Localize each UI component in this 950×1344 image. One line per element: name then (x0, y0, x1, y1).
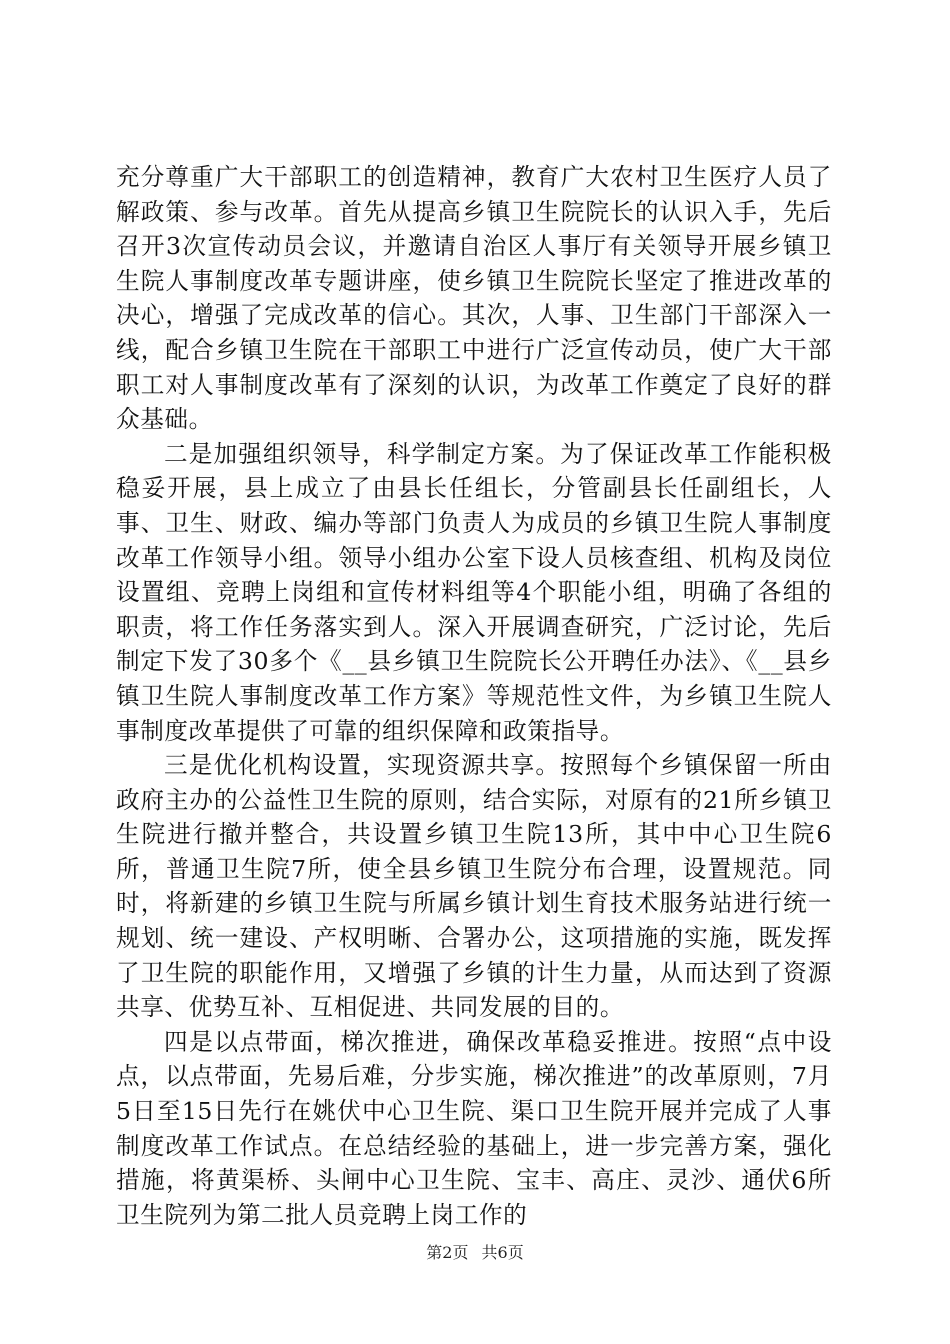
paragraph-continuation: 充分尊重广大干部职工的创造精神，教育广大农村卫生医疗人员了解政策、参与改革。首先从提高乡镇卫生院院长的认识入手，先后召开3次宣传动员会议，并邀请自治区人事厅有关领导开展乡镇卫生院人事制度改革专题讲座，使乡镇卫生院院长坚定了推进改革的决心，增强了完成改革的信心。其次，人事、卫生部门干部深入一线，配合乡镇卫生院在干部职工中进行广泛宣传动员，使广大干部职工对人事制度改革有了深刻的认识，为改革工作奠定了良好的群众基础。 (116, 163, 832, 434)
total-pages: 共6页 (481, 1243, 524, 1262)
document-body (116, 160, 832, 1232)
paragraph-pilot: 四是以点带面，梯次推进，确保改革稳妥推进。按照“点中设点，以点带面，先易后难，分步实施，梯次推进”的改革原则，7月5日至15日先行在姚伏中心卫生院、渠口卫生院开展并完成了人事制度改革工作试点。在总结经验的基础上，进一步完善方案，强化措施，将黄渠桥、头闸中心卫生院、宝丰、高庄、灵沙、通伏6所卫生院列为第二批人员竞聘上岗工作的 (116, 1027, 832, 1229)
page-number: 第2页 (426, 1243, 469, 1262)
page-footer (0, 1243, 950, 1263)
paragraph-organization: 二是加强组织领导，科学制定方案。为了保证改革工作能积极稳妥开展，县上成立了由县长任组长，分管副县长任副组长，人事、卫生、财政、编办等部门负责人为成员的乡镇卫生院人事制度改革工作领导小组。领导小组办公室下设人员核查组、机构及岗位设置组、竞聘上岗组和宣传材料组等4个职能小组，明确了各组的职责，将工作任务落实到人。深入开展调查研究，广泛讨论，先后制定下发了30多个《__县乡镇卫生院院长公开聘任办法》、《__县乡镇卫生院人事制度改革工作方案》等规范性文件，为乡镇卫生院人事制度改革提供了可靠的组织保障和政策指导。 (116, 439, 832, 745)
paragraph-structure: 三是优化机构设置，实现资源共享。按照每个乡镇保留一所由政府主办的公益性卫生院的原则，结合实际，对原有的21所乡镇卫生院进行撤并整合，共设置乡镇卫生院13所，其中中心卫生院6所，普通卫生院7所，使全县乡镇卫生院分布合理，设置规范。同时，将新建的乡镇卫生院与所属乡镇计划生育技术服务站进行统一规划、统一建设、产权明晰、合署办公，这项措施的实施，既发挥了卫生院的职能作用，又增强了乡镇的计生力量，从而达到了资源共享、优势互补、互相促进、共同发展的目的。 (116, 751, 832, 1022)
